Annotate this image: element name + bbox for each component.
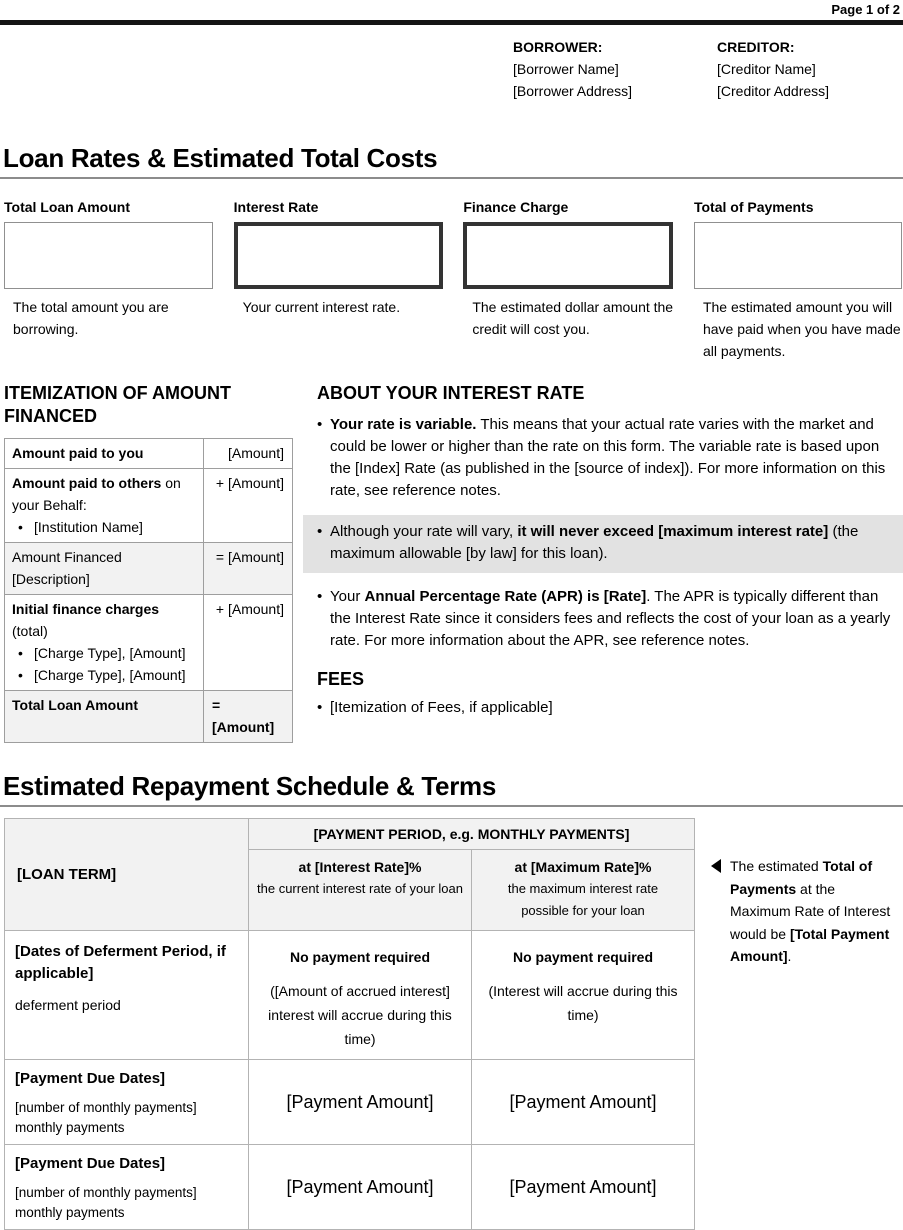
- finance-charge-box: [463, 222, 673, 289]
- row-bullet-item: • [Institution Name]: [12, 516, 196, 538]
- payment-due-dates-label: [Payment Due Dates]: [15, 1070, 166, 1087]
- itemization-row3-label: Amount Financed [Description]: [5, 543, 204, 595]
- about-rate-section: [317, 382, 903, 743]
- annotation-bold: Total of Payments: [730, 858, 873, 897]
- creditor-block: [717, 36, 829, 102]
- top-divider: [0, 20, 903, 25]
- fees-bullet: • [Itemization of Fees, if applicable]: [317, 697, 903, 719]
- max-rate-header: [472, 850, 695, 931]
- current-rate-header: [249, 850, 472, 931]
- creditor-label: CREDITOR:: [717, 39, 795, 55]
- itemization-row3-value: = [Amount]: [204, 543, 293, 595]
- interest-rate-label: Interest Rate: [233, 199, 319, 215]
- row-label-rest: (total): [12, 623, 48, 639]
- itemization-section: [4, 382, 292, 743]
- total-loan-amount-label: Total Loan Amount: [4, 199, 130, 215]
- payment-amount-max-2: [Payment Amount]: [472, 1145, 695, 1230]
- repayment-table: [4, 818, 695, 1230]
- bullet-bold-text: it will never exceed [maximum interest rate]: [517, 523, 829, 540]
- itemization-row4-label: [5, 595, 204, 691]
- left-arrow-icon: [711, 859, 721, 873]
- itemization-row1-value: [Amount]: [204, 439, 293, 469]
- table-row: [5, 931, 695, 1060]
- table-row: [5, 1145, 695, 1230]
- itemization-row4-value: + [Amount]: [204, 595, 293, 691]
- bullet-pre-text: Your: [330, 588, 365, 605]
- interest-accrue-note: (Interest will accrue during this time): [488, 983, 678, 1023]
- annotation-mid: at the Maximum Rate of Interest would be: [730, 880, 891, 942]
- loan-rates-title-rule: [0, 177, 903, 179]
- middle-columns: [4, 382, 903, 743]
- bullet-post-text: (the maximum allowable [by law] for this loan).: [330, 523, 859, 562]
- total-of-payments-label: Total of Payments: [693, 199, 814, 215]
- bullet-pre-text: Although your rate will vary,: [330, 523, 518, 540]
- itemization-row2-value: + [Amount]: [204, 469, 293, 543]
- deferment-label-cell: [5, 931, 249, 1060]
- max-rate-label: at [Maximum Rate]%: [514, 859, 652, 875]
- variable-rate-bullet: [317, 414, 903, 502]
- accrued-interest-note: ([Amount of accrued interest] interest will accrue during this time): [268, 983, 452, 1047]
- repayment-title: Estimated Repayment Schedule & Terms: [3, 771, 496, 801]
- loan-rates-title: Loan Rates & Estimated Total Costs: [3, 143, 438, 173]
- payment-amount-max-1: [Payment Amount]: [472, 1060, 695, 1145]
- no-payment-required-label: No payment required: [289, 949, 431, 965]
- bullet-bold-text: Your rate is variable.: [330, 416, 477, 433]
- deferment-max-cell: [472, 931, 695, 1060]
- itemization-row1-label: [5, 439, 204, 469]
- deferment-sublabel: deferment period: [15, 997, 121, 1013]
- monthly-payments-label: monthly payments: [15, 1205, 125, 1220]
- annotation-pre: The estimated: [730, 858, 823, 874]
- table-row: [5, 543, 293, 595]
- interest-rate-box: [234, 222, 443, 289]
- repayment-title-rule: [0, 805, 903, 807]
- payment-amount-current-1: [Payment Amount]: [249, 1060, 472, 1145]
- total-of-payments-description: The estimated amount you will have paid when you have made all payments.: [702, 299, 901, 359]
- table-row: [5, 439, 293, 469]
- row-label-bold: Initial finance charges: [12, 601, 160, 617]
- total-of-payments-column: [694, 200, 902, 362]
- loan-term-cell: [LOAN TERM]: [5, 819, 249, 931]
- itemization-table: [4, 438, 293, 743]
- row-label-bold: Amount paid to you: [12, 445, 144, 461]
- monthly-payments-label: monthly payments: [15, 1120, 125, 1135]
- table-row: [5, 595, 293, 691]
- row-bullet-item: • [Charge Type], [Amount]: [12, 664, 196, 686]
- apr-bullet: [317, 586, 903, 652]
- total-loan-amount-box: [4, 222, 213, 289]
- max-rate-highlight-bullet: [303, 515, 903, 573]
- bullet-bold-text: Annual Percentage Rate (APR) is [Rate]: [364, 588, 647, 605]
- current-rate-sublabel: the current interest rate of your loan: [257, 881, 463, 896]
- borrower-name: [Borrower Name]: [513, 61, 619, 77]
- annotation-text: [730, 855, 897, 968]
- deferment-label: [Dates of Deferment Period, if applicable]: [15, 943, 226, 982]
- parties-block: [513, 36, 903, 102]
- table-row: [5, 1060, 695, 1145]
- payment-dates-cell-2: [5, 1145, 249, 1230]
- itemization-row5-label: Total Loan Amount: [5, 691, 204, 743]
- current-rate-label: at [Interest Rate]%: [298, 859, 422, 875]
- table-row: [5, 469, 293, 543]
- table-row: [5, 691, 293, 743]
- no-payment-required-label: No payment required: [512, 949, 654, 965]
- borrower-block: [513, 36, 717, 102]
- row-label-rest: on your Behalf:: [12, 475, 181, 513]
- annotation-post: .: [787, 948, 792, 964]
- payment-amount-current-2: [Payment Amount]: [249, 1145, 472, 1230]
- bullet-rest-text: This means that your actual rate varies with the market and could be lower or higher than the rate on this form. The variable rate is based upon the [Index] Rate (as published in the [source of index]). For more information on this rate, see reference notes.: [330, 416, 886, 499]
- table-row: [5, 819, 695, 850]
- loan-rates-boxes: [4, 200, 902, 362]
- number-of-payments: [number of monthly payments]: [15, 1185, 197, 1200]
- creditor-address: [Creditor Address]: [717, 83, 830, 99]
- about-rate-bullets: [317, 414, 903, 652]
- deferment-current-cell: [249, 931, 472, 1060]
- fees-title: FEES: [317, 669, 365, 689]
- about-rate-title: ABOUT YOUR INTEREST RATE: [317, 383, 585, 403]
- borrower-address: [Borrower Address]: [513, 83, 633, 99]
- finance-charge-column: [463, 200, 673, 362]
- total-loan-amount-description: The total amount you are borrowing.: [13, 299, 169, 337]
- itemization-row2-label: [5, 469, 204, 543]
- payment-due-dates-label: [Payment Due Dates]: [15, 1155, 166, 1172]
- max-rate-sublabel: the maximum interest rate possible for your loan: [507, 881, 659, 918]
- total-loan-amount-column: [4, 200, 213, 362]
- annotation-bold: [Total Payment Amount]: [730, 925, 890, 964]
- bullet-post-text: . The APR is typically different than the Interest Rate since it considers fees and reflects the cost of your loan as a yearly rate. For more information about the APR, see reference notes.: [330, 588, 891, 649]
- finance-charge-label: Finance Charge: [463, 199, 569, 215]
- number-of-payments: [number of monthly payments]: [15, 1100, 197, 1115]
- itemization-row5-value: = [Amount]: [204, 691, 293, 743]
- repayment-section: [4, 818, 903, 1230]
- total-of-payments-box: [694, 222, 902, 289]
- page-indicator: Page 1 of 2: [831, 2, 900, 17]
- row-bullet-item: • [Charge Type], [Amount]: [12, 642, 196, 664]
- payment-period-header: [PAYMENT PERIOD, e.g. MONTHLY PAYMENTS]: [249, 819, 695, 850]
- payment-dates-cell-1: [5, 1060, 249, 1145]
- finance-charge-description: The estimated dollar amount the credit will cost you.: [472, 299, 674, 337]
- itemization-title: ITEMIZATION OF AMOUNT FINANCED: [4, 383, 231, 426]
- interest-rate-description: Your current interest rate.: [242, 299, 401, 315]
- total-payments-annotation: [711, 855, 897, 968]
- interest-rate-column: [234, 200, 443, 362]
- row-label-bold: Amount paid to others: [12, 475, 162, 491]
- creditor-name: [Creditor Name]: [717, 61, 816, 77]
- borrower-label: BORROWER:: [513, 39, 603, 55]
